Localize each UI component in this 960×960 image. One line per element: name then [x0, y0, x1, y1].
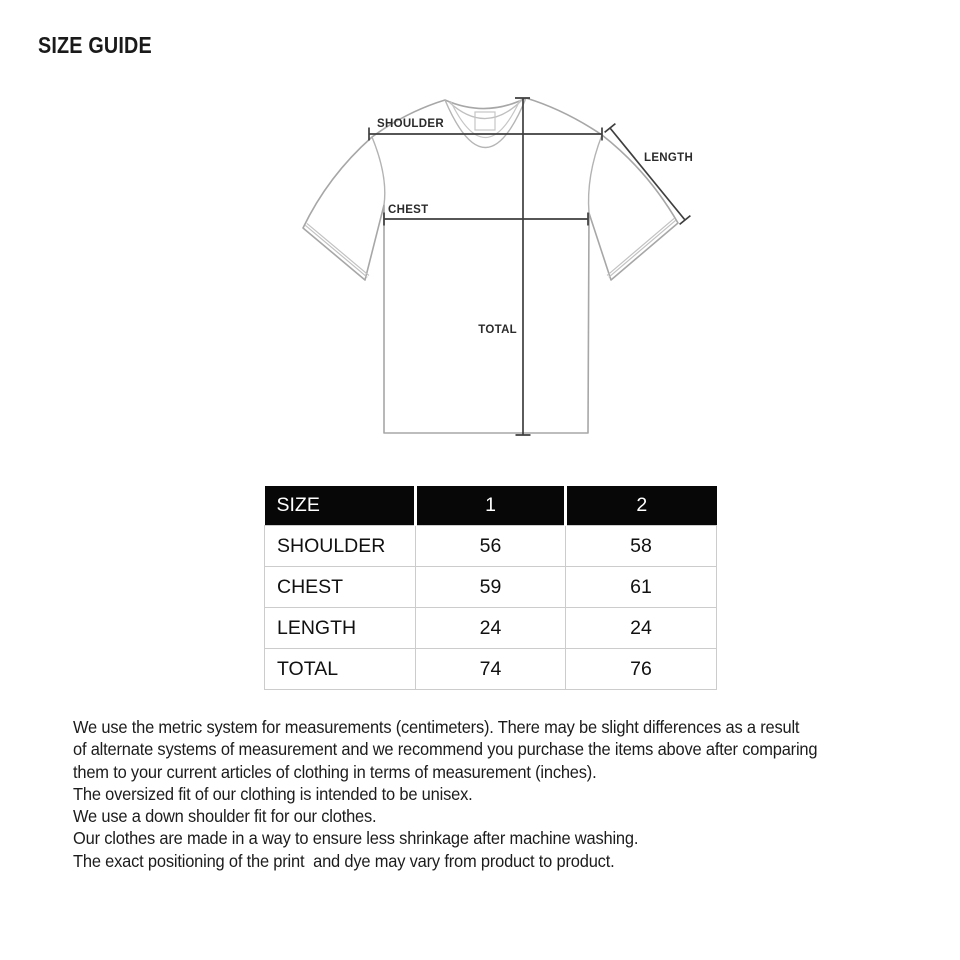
measurement-notes — [73, 716, 900, 872]
total-measure-label: TOTAL — [478, 324, 517, 336]
row-value-size2: 76 — [566, 649, 717, 690]
table-row-total — [265, 649, 717, 690]
tshirt-diagram-svg — [270, 80, 710, 460]
row-value-size1: 24 — [416, 608, 566, 649]
chest-measure-label: CHEST — [388, 204, 429, 216]
size-table — [264, 486, 717, 690]
row-label: SHOULDER — [265, 526, 416, 567]
note-line: The exact positioning of the print and dye may vary from product to product. — [73, 850, 615, 871]
table-row-length — [265, 608, 717, 649]
size-table-header-col2: 2 — [566, 486, 717, 526]
size-table-header-row — [265, 486, 717, 526]
note-line: them to your current articles of clothing in terms of measurement (inches). — [73, 761, 597, 782]
length-measure-label: LENGTH — [644, 152, 694, 164]
table-row-chest — [265, 567, 717, 608]
row-label: LENGTH — [265, 608, 416, 649]
note-line: of alternate systems of measurement and we recommend you purchase the items above after comparing — [73, 739, 818, 760]
note-line: The oversized fit of our clothing is intended to be unisex. — [73, 783, 473, 804]
row-label: CHEST — [265, 567, 416, 608]
shoulder-measure-label: SHOULDER — [377, 118, 444, 130]
row-value-size2: 61 — [566, 567, 717, 608]
page-title: SIZE GUIDE — [38, 32, 152, 58]
size-table-header-col1: 1 — [416, 486, 566, 526]
tshirt-measurement-diagram — [270, 80, 710, 460]
row-value-size2: 24 — [566, 608, 717, 649]
row-value-size1: 74 — [416, 649, 566, 690]
note-line: Our clothes are made in a way to ensure less shrinkage after machine washing. — [73, 828, 639, 849]
row-label: TOTAL — [265, 649, 416, 690]
row-value-size1: 56 — [416, 526, 566, 567]
table-row-shoulder — [265, 526, 717, 567]
row-value-size1: 59 — [416, 567, 566, 608]
note-line: We use the metric system for measurements (centimeters). There may be slight differences as a result — [73, 717, 800, 737]
note-line: We use a down shoulder fit for our clothes. — [73, 806, 377, 827]
row-value-size2: 58 — [566, 526, 717, 567]
size-table-header-size: SIZE — [265, 486, 416, 526]
